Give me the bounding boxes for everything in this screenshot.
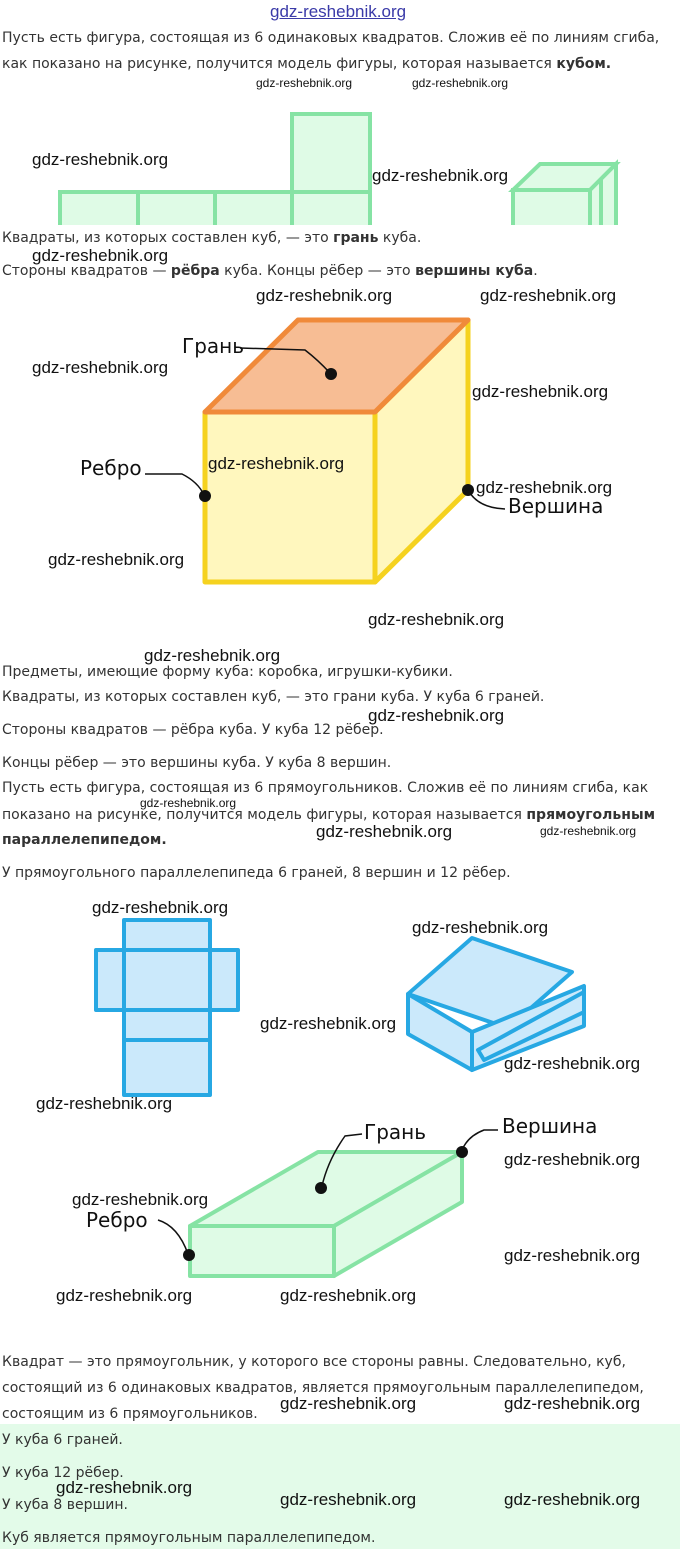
watermark: gdz-reshebnik.org [280,1286,417,1305]
paragraph-1-text: как показано на рисунке, получится модель фигуры, которая называется [2,56,552,72]
paragraph-3-mid: куба. Концы рёбер — это [224,263,411,279]
paragraph-9: У прямоугольного параллелепипеда 6 граней, 8 вершин и 12 рёбер. [2,865,511,881]
watermark: gdz-reshebnik.org [32,150,169,169]
edge-label-2: Ребро [86,1208,148,1232]
edges-term: рёбра [170,263,220,279]
watermark: gdz-reshebnik.org [504,1394,641,1413]
paragraph-1-line-1: Пусть есть фигура, состоящая из 6 одинаковых квадратов. Сложив её по линиям сгиба, [2,30,660,46]
paragraph-10-line-2: состоящий из 6 одинаковых квадратов, является прямоугольным параллелепипедом, [2,1380,644,1396]
watermark: gdz-reshebnik.org [540,824,637,838]
summary-line-2: У куба 12 рёбер. [2,1465,124,1481]
paragraph-7: Концы рёбер — это вершины куба. У куба 8 вершин. [2,755,392,771]
face-dot [325,368,337,380]
paragraph-10-line-1: Квадрат — это прямоугольник, у которого все стороны равны. Следовательно, куб, [2,1354,626,1370]
cuboid-term: прямоугольным [526,807,656,823]
face-label-2: Грань [364,1120,427,1144]
watermark: gdz-reshebnik.org [36,1094,173,1113]
paragraph-8-line-1: Пусть есть фигура, состоящая из 6 прямоугольников. Сложив её по линиям сгиба, как [2,780,649,796]
edge-pointer-line [145,474,204,495]
face-label: Грань [182,334,245,358]
summary-line-1: У куба 6 граней. [2,1432,123,1448]
watermark: gdz-reshebnik.org [32,358,169,377]
watermark: gdz-reshebnik.org [504,1054,641,1073]
watermark: gdz-reshebnik.org [92,898,229,917]
vertex-label-2: Вершина [502,1114,598,1138]
vertex-pointer-line-2 [462,1130,498,1150]
cuboid-term-2: параллелепипедом. [2,832,167,848]
watermark: gdz-reshebnik.org [504,1490,641,1509]
watermark: gdz-reshebnik.org [32,246,169,265]
summary-line-4: Куб является прямоугольным параллелепипедом. [2,1530,376,1546]
cube-front-face [205,412,375,582]
watermark: gdz-reshebnik.org [256,286,393,305]
watermark-top[interactable]: gdz-reshebnik.org [270,2,407,21]
watermark: gdz-reshebnik.org [280,1490,417,1509]
paragraph-8-text: показано на рисунке, получится модель фигуры, которая называется [2,807,522,823]
watermark: gdz-reshebnik.org [480,286,617,305]
vertex-label: Вершина [508,494,604,518]
watermark: gdz-reshebnik.org [140,796,237,810]
vertices-term: вершины куба [415,263,534,279]
blue-net-left [96,950,124,1010]
paragraph-4: Предметы, имеющие форму куба: коробка, игрушки-кубики. [2,664,453,680]
watermark: gdz-reshebnik.org [504,1246,641,1265]
watermark: gdz-reshebnik.org [372,166,509,185]
watermark: gdz-reshebnik.org [368,706,505,725]
watermark: gdz-reshebnik.org [412,918,549,937]
face-dot-2 [315,1182,327,1194]
watermark: gdz-reshebnik.org [368,610,505,629]
paragraph-10-line-3: состоящим из 6 прямоугольников. [2,1406,258,1422]
blue-net-right [210,950,238,1010]
paragraph-3-text: Стороны квадратов — [2,263,167,279]
blue-net-top [124,920,210,950]
edge-dot-2 [183,1249,195,1261]
edge-pointer-line-2 [158,1220,188,1254]
blue-net-bottom [124,1040,210,1095]
watermark: gdz-reshebnik.org [144,646,281,665]
watermark: gdz-reshebnik.org [256,76,353,90]
watermark: gdz-reshebnik.org [48,550,185,569]
blue-net-mid [124,1010,210,1040]
paragraph-6: Стороны квадратов — рёбра куба. У куба 12 рёбер. [2,722,384,738]
paragraph-2-end: куба. [382,230,422,246]
watermark: gdz-reshebnik.org [504,1150,641,1169]
watermark: gdz-reshebnik.org [208,454,345,473]
cube-term: кубом. [556,56,612,72]
paragraph-5: Квадраты, из которых составлен куб, — это грани куба. У куба 6 граней. [2,689,545,705]
watermark: gdz-reshebnik.org [476,478,613,497]
paragraph-2-text: Квадраты, из которых составлен куб, — это [2,230,329,246]
watermark: gdz-reshebnik.org [56,1478,193,1497]
vertex-dot [462,484,474,496]
watermark: gdz-reshebnik.org [280,1394,417,1413]
edge-dot [199,490,211,502]
cuboid-front-face [190,1226,334,1276]
face-term: грань [333,230,379,246]
watermark: gdz-reshebnik.org [316,822,453,841]
watermark: gdz-reshebnik.org [472,382,609,401]
watermark: gdz-reshebnik.org [412,76,509,90]
watermark: gdz-reshebnik.org [72,1190,209,1209]
summary-line-3: У куба 8 вершин. [2,1497,129,1513]
blue-net-center [124,950,210,1010]
paragraph-3-end: . [533,263,538,279]
watermark: gdz-reshebnik.org [56,1286,193,1305]
vertex-dot-2 [456,1146,468,1158]
edge-label: Ребро [80,456,142,480]
paragraph-8-line-3 [2,828,167,852]
watermark: gdz-reshebnik.org [260,1014,397,1033]
